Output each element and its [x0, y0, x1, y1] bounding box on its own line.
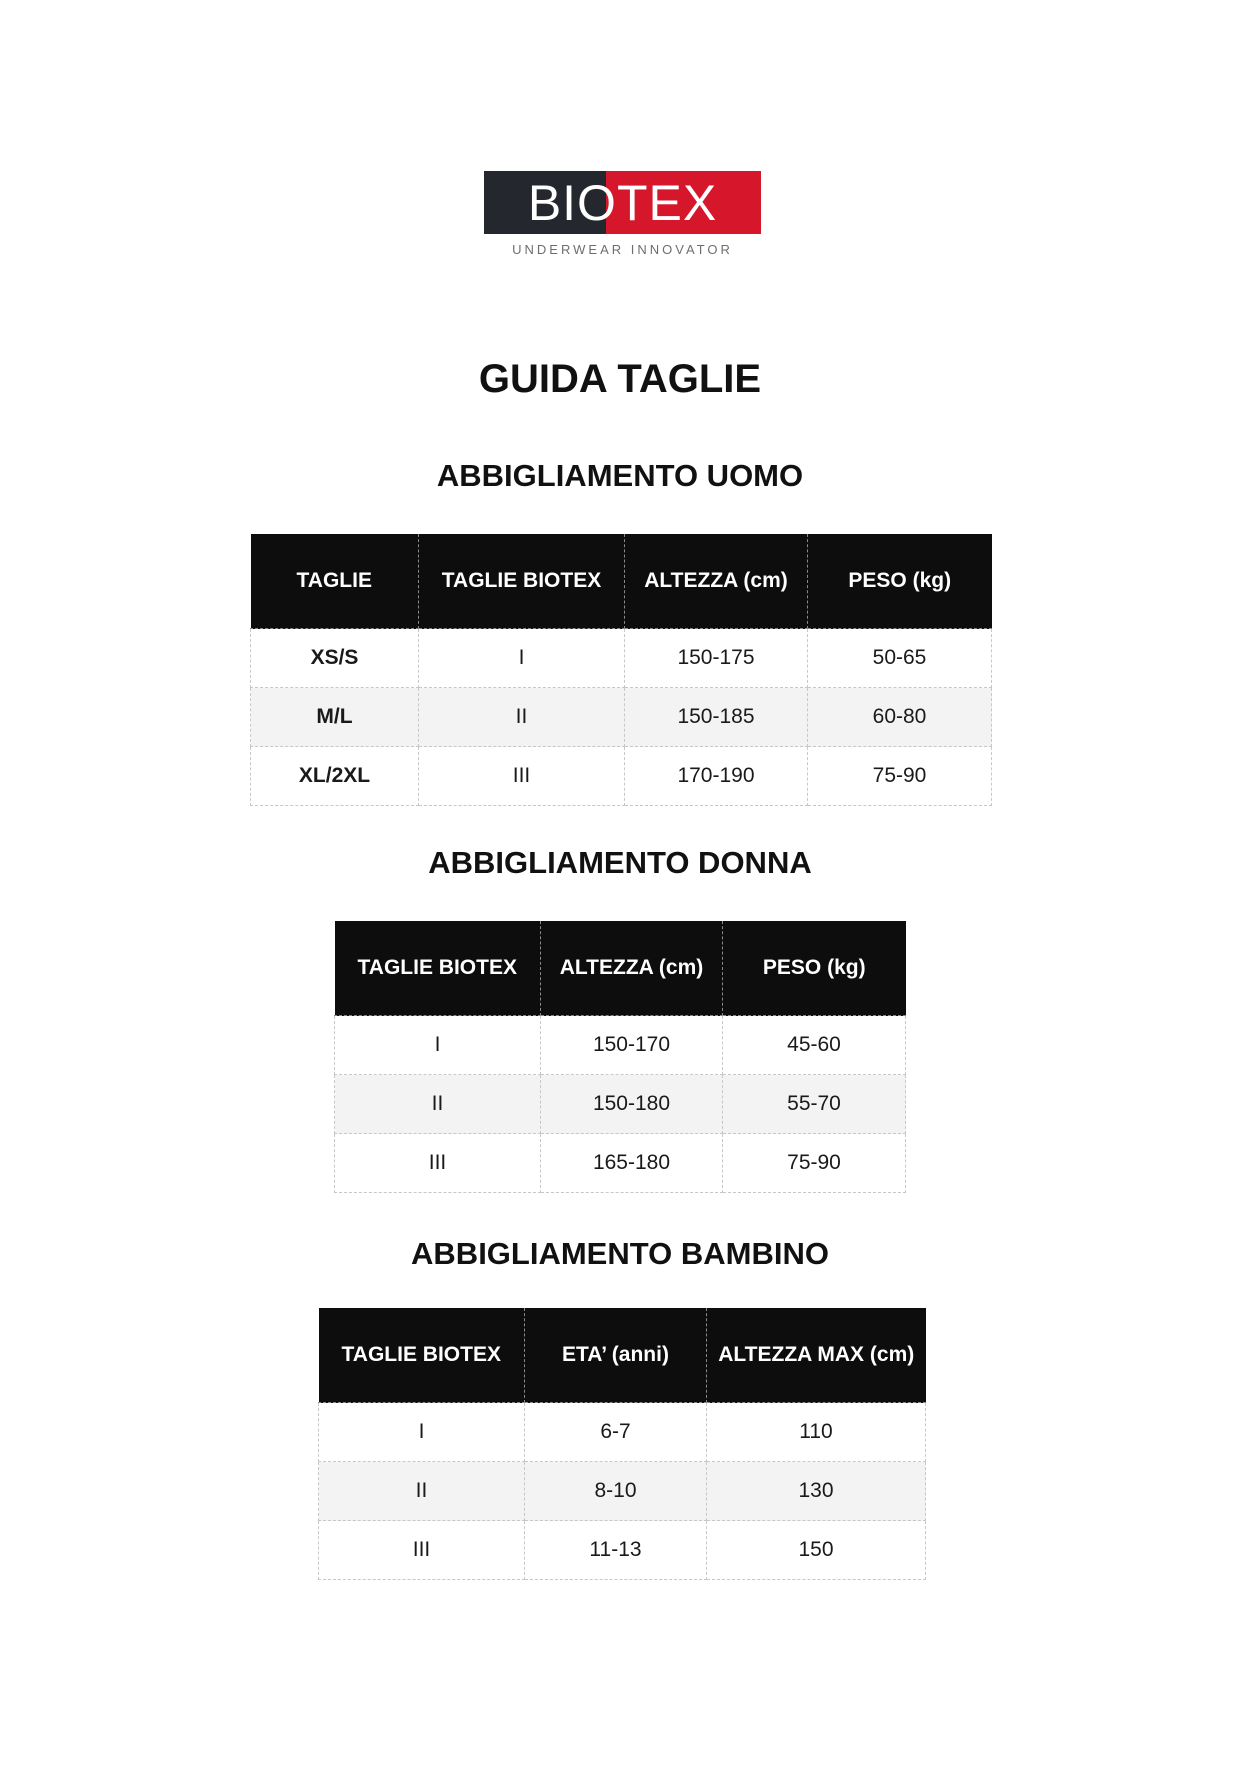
header-altezza-max: ALTEZZA MAX (cm) [707, 1308, 926, 1403]
cell-taglia: M/L [251, 688, 419, 747]
header-eta: ETA’ (anni) [525, 1308, 707, 1403]
cell-peso: 45-60 [723, 1016, 906, 1075]
header-peso: PESO (kg) [723, 921, 906, 1016]
section-title-donna: ABBIGLIAMENTO DONNA [428, 845, 812, 880]
table-header-row [251, 534, 992, 629]
table-row [251, 629, 992, 688]
cell-taglia-biotex: III [419, 747, 625, 806]
cell-peso: 75-90 [808, 747, 992, 806]
cell-altezza: 150-170 [541, 1016, 723, 1075]
header-taglie-biotex: TAGLIE BIOTEX [419, 534, 625, 629]
table-header-row [335, 921, 906, 1016]
logo-wordmark: BIOTEX [527, 174, 718, 231]
table-header-row [319, 1308, 926, 1403]
cell-altezza-max: 110 [707, 1403, 926, 1462]
table-row [319, 1403, 926, 1462]
cell-taglia: XL/2XL [251, 747, 419, 806]
table-row [335, 1016, 906, 1075]
cell-altezza-max: 130 [707, 1462, 926, 1521]
header-taglie-biotex: TAGLIE BIOTEX [319, 1308, 525, 1403]
brand-logo [484, 171, 761, 261]
cell-taglia-biotex: I [419, 629, 625, 688]
header-taglie-biotex: TAGLIE BIOTEX [335, 921, 541, 1016]
section-title-uomo: ABBIGLIAMENTO UOMO [436, 458, 804, 493]
cell-taglia-biotex: II [335, 1075, 541, 1134]
section-title-bambino: ABBIGLIAMENTO BAMBINO [411, 1236, 829, 1271]
cell-peso: 75-90 [723, 1134, 906, 1193]
cell-taglia-biotex: I [335, 1016, 541, 1075]
cell-peso: 50-65 [808, 629, 992, 688]
table-row [335, 1134, 906, 1193]
table-row [251, 688, 992, 747]
table-row [335, 1075, 906, 1134]
cell-altezza: 150-185 [625, 688, 808, 747]
cell-altezza: 165-180 [541, 1134, 723, 1193]
cell-eta: 11-13 [525, 1521, 707, 1580]
header-taglie: TAGLIE [251, 534, 419, 629]
cell-altezza: 170-190 [625, 747, 808, 806]
header-altezza: ALTEZZA (cm) [625, 534, 808, 629]
logo-tagline: UNDERWEAR INNOVATOR [512, 242, 733, 257]
table-row [319, 1521, 926, 1580]
cell-taglia-biotex: II [319, 1462, 525, 1521]
cell-altezza: 150-180 [541, 1075, 723, 1134]
cell-taglia: XS/S [251, 629, 419, 688]
size-table-uomo [250, 534, 992, 806]
cell-altezza: 150-175 [625, 629, 808, 688]
table-row [251, 747, 992, 806]
page-title: GUIDA TAGLIE [478, 357, 762, 401]
cell-taglia-biotex: II [419, 688, 625, 747]
cell-altezza-max: 150 [707, 1521, 926, 1580]
header-altezza: ALTEZZA (cm) [541, 921, 723, 1016]
cell-peso: 60-80 [808, 688, 992, 747]
cell-peso: 55-70 [723, 1075, 906, 1134]
size-table-donna [334, 921, 906, 1193]
cell-taglia-biotex: III [319, 1521, 525, 1580]
cell-taglia-biotex: I [319, 1403, 525, 1462]
cell-eta: 8-10 [525, 1462, 707, 1521]
header-peso: PESO (kg) [808, 534, 992, 629]
cell-taglia-biotex: III [335, 1134, 541, 1193]
cell-eta: 6-7 [525, 1403, 707, 1462]
table-row [319, 1462, 926, 1521]
size-table-bambino [318, 1308, 926, 1580]
